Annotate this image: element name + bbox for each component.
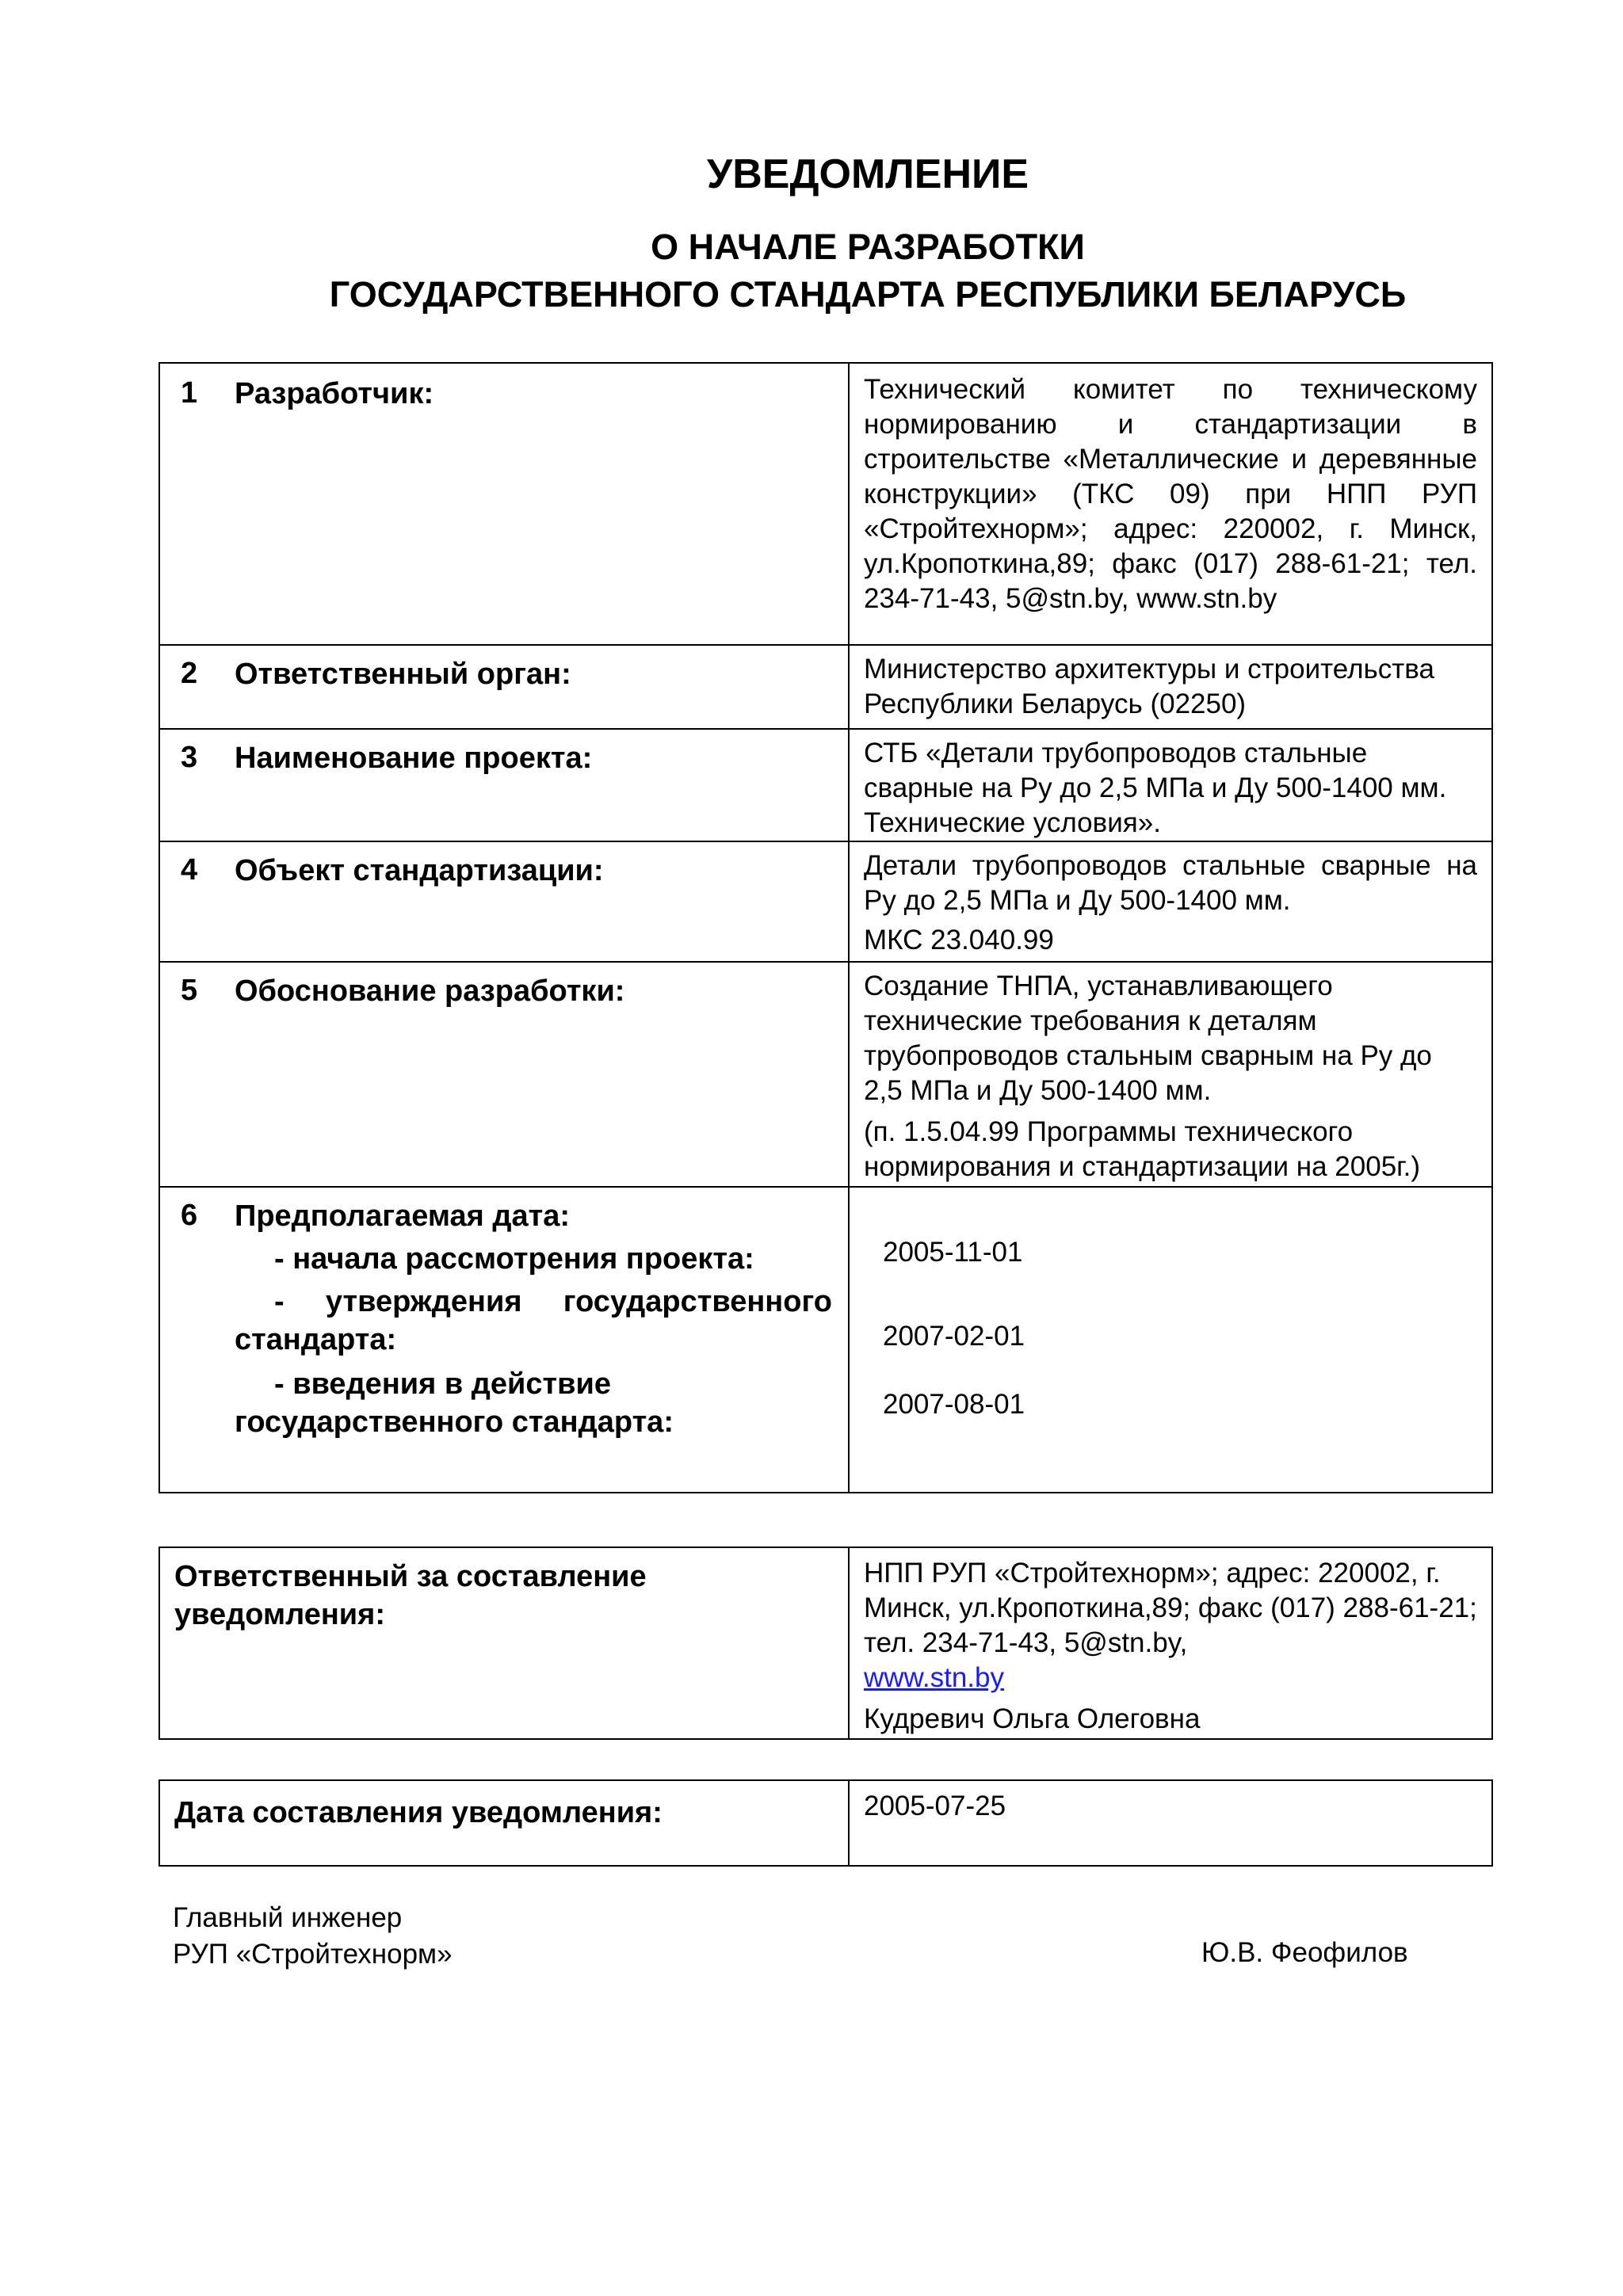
row-label-cell (159, 1187, 849, 1493)
table-row (159, 363, 1492, 645)
date-label-cell (159, 1780, 849, 1866)
row-value-cell (849, 645, 1492, 729)
date-value: 2005-07-25 (864, 1791, 1006, 1821)
row-value-cell (849, 962, 1492, 1187)
table-row (159, 645, 1492, 729)
date-table (158, 1779, 1493, 1867)
date-label: Дата составления уведомления: (174, 1796, 663, 1829)
website-link[interactable]: www.stn.by (864, 1662, 1004, 1693)
table-row (159, 1780, 1492, 1866)
date-sublabel: - начала рассмотрения проекта: (274, 1242, 754, 1276)
subtitle-line-2: ГОСУДАРСТВЕННОГО СТАНДАРТА РЕСПУБЛИКИ БЕЛАРУСЬ (329, 274, 1407, 315)
row-value-cell (849, 363, 1492, 645)
row-number: 1 (181, 376, 198, 410)
row-value-cell (849, 1187, 1492, 1493)
responsible-value (864, 1556, 1477, 1695)
table-row (159, 729, 1492, 841)
row-label-cell (159, 363, 849, 645)
row-label: Объект стандартизации: (235, 854, 604, 887)
date-value-cell (849, 1780, 1492, 1866)
responsible-value-cell (849, 1547, 1492, 1739)
subtitle-line-1: О НАЧАЛЕ РАЗРАБОТКИ (651, 227, 1085, 267)
row-label: Наименование проекта: (235, 742, 593, 775)
row-label: Обоснование разработки: (235, 974, 625, 1008)
row-value: Детали трубопроводов стальные сварные на Ру до 2,5 МПа и Ду 500-1400 мм. (864, 850, 1477, 916)
row-number: 2 (181, 657, 198, 690)
responsible-label-cell (159, 1547, 849, 1739)
row-number: 3 (181, 741, 198, 774)
row-label: Ответственный орган: (235, 658, 571, 691)
row-label: Разработчик: (235, 377, 434, 410)
date-sublabel: - утверждения государственного стандарта: (235, 1285, 832, 1356)
notification-table (158, 362, 1493, 1493)
row-value: Министерство архитектуры и строительства Республики Беларусь (02250) (864, 654, 1434, 719)
signature-position-line-2: РУП «Стройтехнорм» (173, 1939, 453, 1970)
row-label: Предполагаемая дата: (235, 1199, 570, 1233)
row-value-secondary: (п. 1.5.04.99 Программы технического нормирования и стандартизации на 2005г.) (864, 1116, 1421, 1182)
row-number: 6 (181, 1199, 198, 1232)
document-subtitle (0, 223, 1623, 318)
row-label-cell (159, 841, 849, 962)
date-value: 2007-02-01 (883, 1321, 1025, 1352)
table-row (159, 841, 1492, 962)
responsible-person: Кудревич Ольга Олеговна (864, 1703, 1201, 1734)
row-value-cell (849, 841, 1492, 962)
date-sublabel: - введения в действие государственного стандарта: (235, 1367, 674, 1439)
responsible-address: НПП РУП «Стройтехнорм»; адрес: 220002, г. Минск, ул.Кропоткина,89; факс (017) 288-61-21; тел. 234-71-43, 5@stn.by, (864, 1558, 1477, 1658)
row-label-cell (159, 962, 849, 1187)
row-value: Создание ТНПА, устанавливающего технические требования к деталям трубопроводов стальным сварным на Ру до 2,5 МПа и Ду 500-1400 мм. (864, 971, 1432, 1106)
table-row (159, 1187, 1492, 1493)
row-label-cell (159, 645, 849, 729)
row-number: 5 (181, 974, 198, 1007)
row-value: Технический комитет по техническому нормированию и стандартизации в строительстве «Металлические и деревянные конструкции» (ТКС 09) при НПП РУП «Стройтехнорм»; адрес: 220002, г. Минск, ул.Кропоткина,89; факс (017) 288-61-21; тел. 234-71-43, 5@stn.by, www.stn.by (864, 374, 1477, 614)
signature-position (173, 1900, 453, 1973)
date-value: 2007-08-01 (883, 1389, 1025, 1420)
signature-name: Ю.В. Феофилов (1201, 1937, 1408, 1968)
date-value: 2005-11-01 (883, 1237, 1023, 1268)
row-number: 4 (181, 853, 198, 887)
responsible-label: Ответственный за составление уведомления: (174, 1560, 647, 1631)
document-title: УВЕДОМЛЕНИЕ (706, 151, 1029, 197)
row-label-cell (159, 729, 849, 841)
row-value: СТБ «Детали трубопроводов стальные сварные на Ру до 2,5 МПа и Ду 500-1400 мм. Технические условия». (864, 738, 1447, 838)
row-value-cell (849, 729, 1492, 841)
signature-position-line-1: Главный инженер (173, 1902, 403, 1933)
table-row (159, 962, 1492, 1187)
table-row (159, 1547, 1492, 1739)
responsible-table (158, 1547, 1493, 1740)
row-value-secondary: МКС 23.040.99 (864, 925, 1054, 955)
